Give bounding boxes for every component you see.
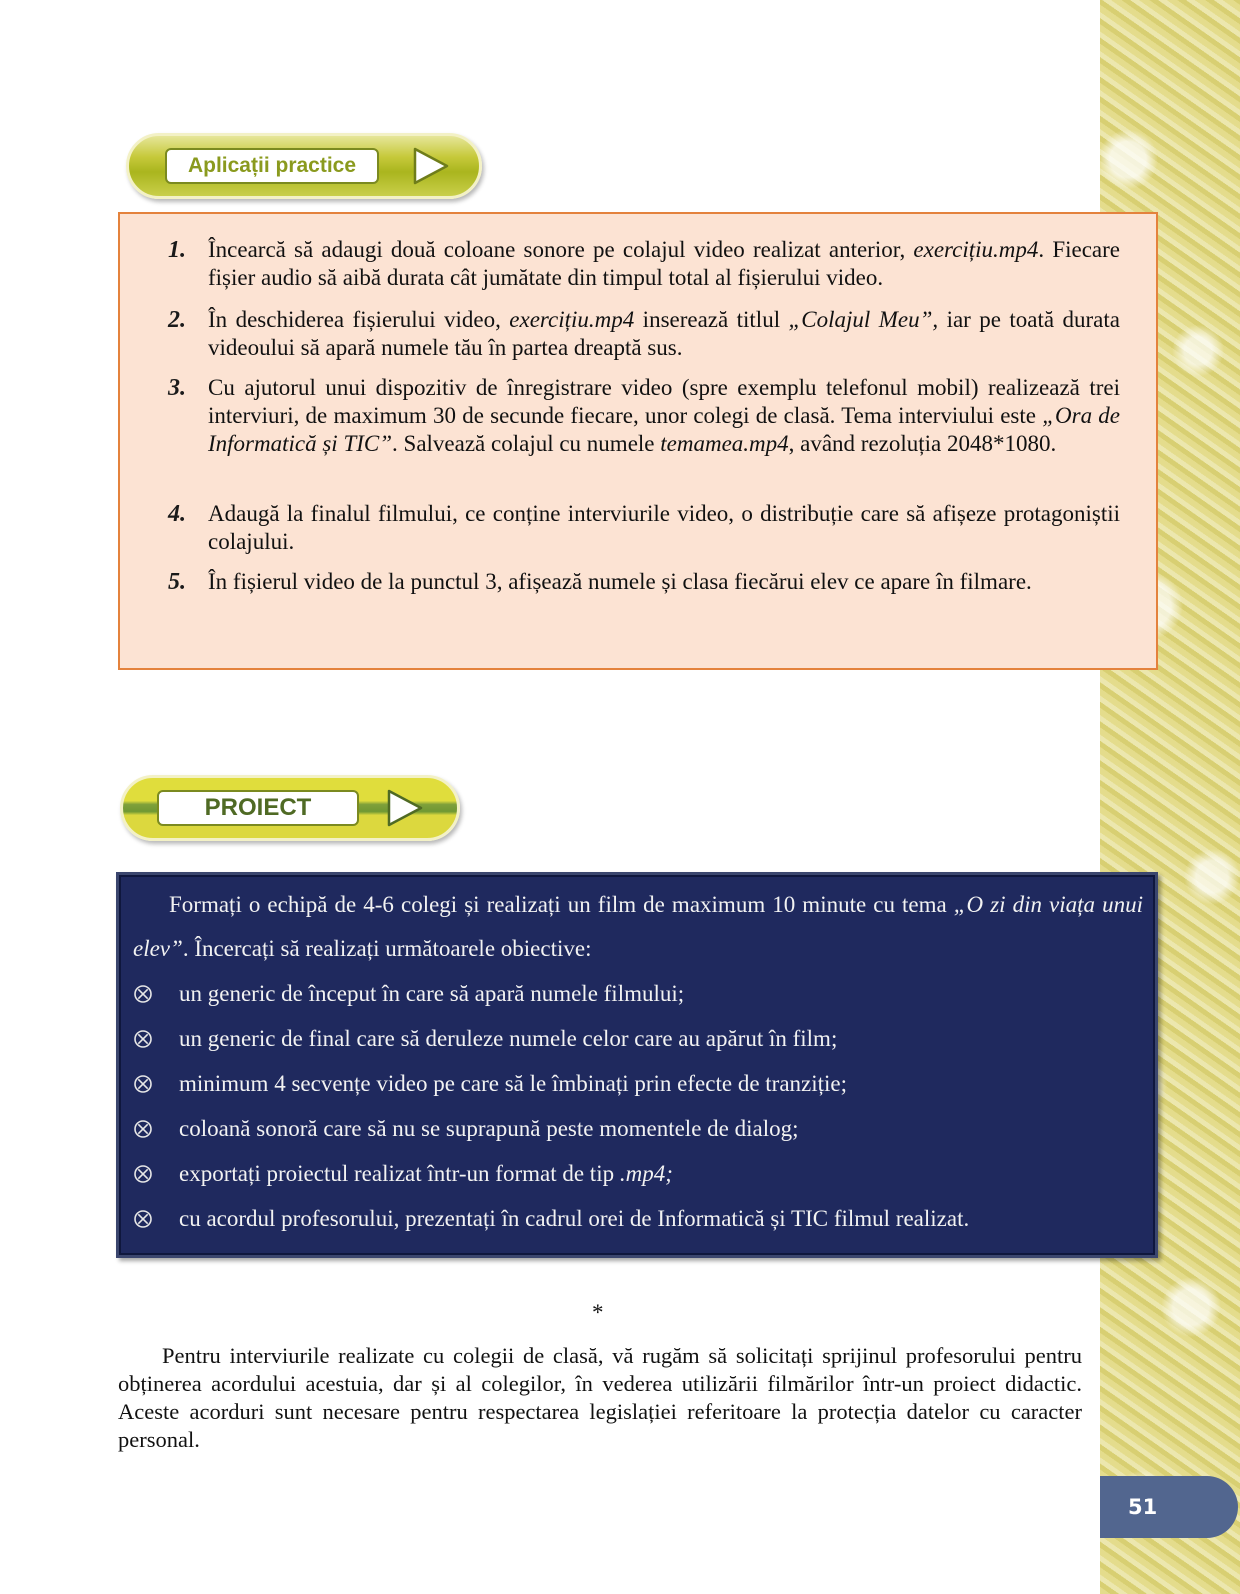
exercise-item-2 xyxy=(168,306,1120,362)
circled-times-icon xyxy=(133,1119,153,1139)
exercise-number: 5. xyxy=(168,569,186,595)
list-item: un generic de început în care să apară numele filmului; xyxy=(133,971,1143,1016)
exercise-item-1 xyxy=(168,236,1120,292)
exercises-box xyxy=(118,212,1158,670)
section-title-practice: Aplicații practice xyxy=(165,148,379,184)
section-banner-project xyxy=(120,775,460,841)
circled-times-icon xyxy=(133,1164,153,1184)
exercise-text: Cu ajutorul unui dispozitiv de înregistrare video (spre exemplu telefonul mobil) realizează trei interviuri, de maximum 30 de secunde fiecare, unor colegi de clasă. Tema interviului este „Ora de Informatică și TIC”. Salvează colajul cu numele temamea.mp4, având rezoluția 2048*1080. xyxy=(208,375,1121,456)
list-item: minimum 4 secvențe video pe care să le îmbinați prin efecte de tranziție; xyxy=(133,1061,1143,1106)
list-item: un generic de final care să deruleze numele celor care au apărut în film; xyxy=(133,1016,1143,1061)
exercise-text: Încearcă să adaugi două coloane sonore pe colajul video realizat anterior, exercițiu.mp4. Fiecare fișier audio să aibă durata cât jumătate din timpul total al fișierului video. xyxy=(208,237,1120,290)
section-banner-practice xyxy=(126,133,482,199)
exercise-text: Adaugă la finalul filmului, ce conține interviurile video, o distribuție care să afișeze protagoniștii colajului. xyxy=(208,501,1120,554)
exercise-number: 1. xyxy=(168,237,186,263)
exercise-item-5 xyxy=(168,568,1120,596)
list-item: exportați proiectul realizat într-un format de tip .mp4; xyxy=(133,1151,1143,1196)
footnote-paragraph: Pentru interviurile realizate cu colegii de clasă, vă rugăm să solicitați sprijinul profesorului pentru obținerea acordului acestuia, dar și al colegilor, în vederea utilizării filmărilor într-un proiect didactic. Aceste acorduri sunt necesare pentru respectarea legislației referitoare la protecția datelor cu caracter personal. xyxy=(118,1343,1082,1452)
circled-times-icon xyxy=(133,1029,153,1049)
page-number: 51 xyxy=(1100,1476,1238,1538)
play-arrow-icon xyxy=(411,147,451,185)
exercise-number: 2. xyxy=(168,307,186,333)
play-arrow-icon xyxy=(385,788,425,828)
circled-times-icon xyxy=(133,1074,153,1094)
project-intro: Formați o echipă de 4-6 colegi și realizați un film de maximum 10 minute cu tema „O zi din viața unui elev”. Încercați să realizați următoarele obiective: xyxy=(133,892,1143,961)
circled-times-icon xyxy=(133,1209,153,1229)
project-box xyxy=(116,872,1158,1258)
exercise-text: În fișierul video de la punctul 3, afișează numele și clasa fiecărui elev ce apare în filmare. xyxy=(208,569,1032,594)
circled-times-icon xyxy=(133,984,153,1004)
project-objectives-list xyxy=(133,971,1143,1241)
exercise-number: 3. xyxy=(168,375,186,401)
exercise-item-4 xyxy=(168,500,1120,556)
exercise-item-3 xyxy=(168,374,1120,458)
separator-asterisk: * xyxy=(592,1300,604,1325)
exercise-text: În deschiderea fișierului video, exercițiu.mp4 inserează titlul „Colajul Meu”, iar pe toată durata videoului să apară numele tău în partea dreaptă sus. xyxy=(208,307,1120,360)
list-item: coloană sonoră care să nu se suprapună peste momentele de dialog; xyxy=(133,1106,1143,1151)
list-item: cu acordul profesorului, prezentați în cadrul orei de Informatică și TIC filmul realizat. xyxy=(133,1196,1143,1241)
exercise-number: 4. xyxy=(168,501,186,527)
section-title-project: PROIECT xyxy=(157,790,359,826)
